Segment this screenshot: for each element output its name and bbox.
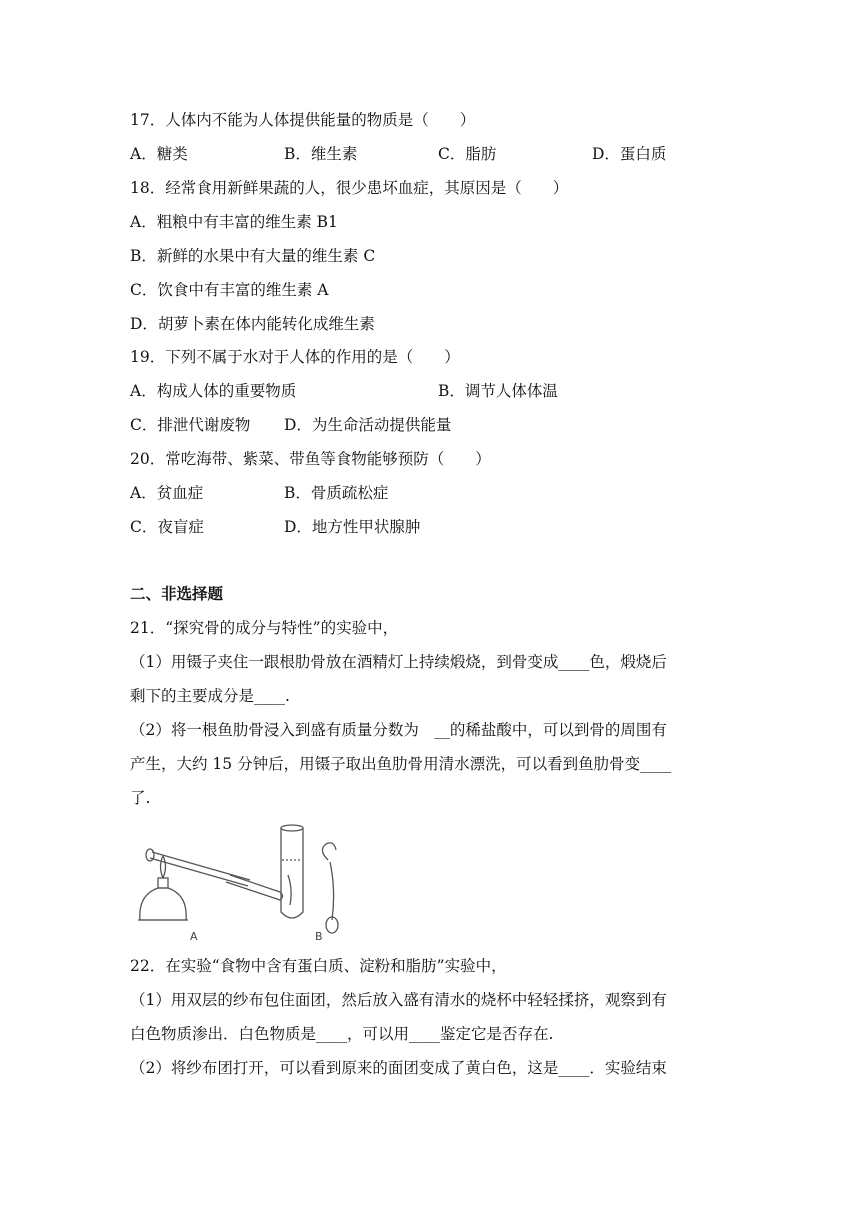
q18-option-c: C．饮食中有丰富的维生素 A xyxy=(130,281,329,299)
q19-option-b: B．调节人体体温 xyxy=(438,382,558,400)
q22-part1-line2: 白色物质渗出．白色物质是____，可以用____鉴定它是否存在. xyxy=(130,1025,554,1043)
q20-option-b: B．骨质疏松症 xyxy=(284,484,389,502)
q21-part2-line2: 产生，大约 15 分钟后，用镊子取出鱼肋骨用清水漂洗，可以看到鱼肋骨变____ xyxy=(130,755,672,773)
q18-option-b: B．新鲜的水果中有大量的维生素 C xyxy=(130,247,376,265)
bent-bone-illustration xyxy=(322,843,338,933)
alcohol-lamp-illustration xyxy=(138,856,188,920)
q19-stem: 19．下列不属于水对于人体的作用的是（ ） xyxy=(130,348,460,366)
q18-option-d: D．胡萝卜素在体内能转化成维生素 xyxy=(130,315,375,333)
q17-option-b: B．维生素 xyxy=(284,145,358,163)
q19-option-d: D．为生命活动提供能量 xyxy=(284,416,452,434)
q17-option-d: D．蛋白质 xyxy=(592,145,667,163)
q21-part1-line2: 剩下的主要成分是____. xyxy=(130,687,290,705)
q21-part2-line1: （2）将一根鱼肋骨浸入到盛有质量分数为 __的稀盐酸中，可以到骨的周围有 xyxy=(130,721,667,739)
q22-part1-line1: （1）用双层的纱布包住面团，然后放入盛有清水的烧杯中轻轻揉挤，观察到有 xyxy=(130,991,667,1009)
q20-stem: 20．常吃海带、紫菜、带鱼等食物能够预防（ ） xyxy=(130,450,491,468)
figure-label-b: B xyxy=(315,930,323,943)
q21-stem: 21．“探究骨的成分与特性”的实验中， xyxy=(130,619,399,637)
q20-option-c: C．夜盲症 xyxy=(130,518,204,536)
q22-part2-line1: （2）将纱布团打开，可以看到原来的面团变成了黄白色，这是____．实验结束 xyxy=(130,1059,667,1077)
q18-stem: 18．经常食用新鲜果蔬的人，很少患坏血症，其原因是（ ） xyxy=(130,179,569,197)
q22-stem: 22．在实验“食物中含有蛋白质、淀粉和脂肪”实验中， xyxy=(130,957,507,975)
q21-part2-line3: 了. xyxy=(130,789,151,807)
q19-option-a: A．构成人体的重要物质 xyxy=(130,382,297,400)
tongs-illustration xyxy=(146,849,283,900)
figure-label-a: A xyxy=(190,930,198,943)
q20-option-d: D．地方性甲状腺肿 xyxy=(284,518,421,536)
q21-part1-line1: （1）用镊子夹住一跟根肋骨放在酒精灯上持续煅烧，到骨变成____色，煅烧后 xyxy=(130,653,667,671)
q20-option-a: A．贫血症 xyxy=(130,484,204,502)
q19-option-c: C．排泄代谢废物 xyxy=(130,416,251,434)
q18-option-a: A．粗粮中有丰富的维生素 B1 xyxy=(130,213,338,231)
q17-stem: 17．人体内不能为人体提供能量的物质是（ ） xyxy=(130,111,476,129)
section-title: 二、非选择题 xyxy=(130,584,224,603)
bone-experiment-figure xyxy=(130,820,355,945)
q17-option-a: A．糖类 xyxy=(130,145,188,163)
test-tube-illustration xyxy=(281,825,303,918)
q17-option-c: C．脂肪 xyxy=(438,145,497,163)
